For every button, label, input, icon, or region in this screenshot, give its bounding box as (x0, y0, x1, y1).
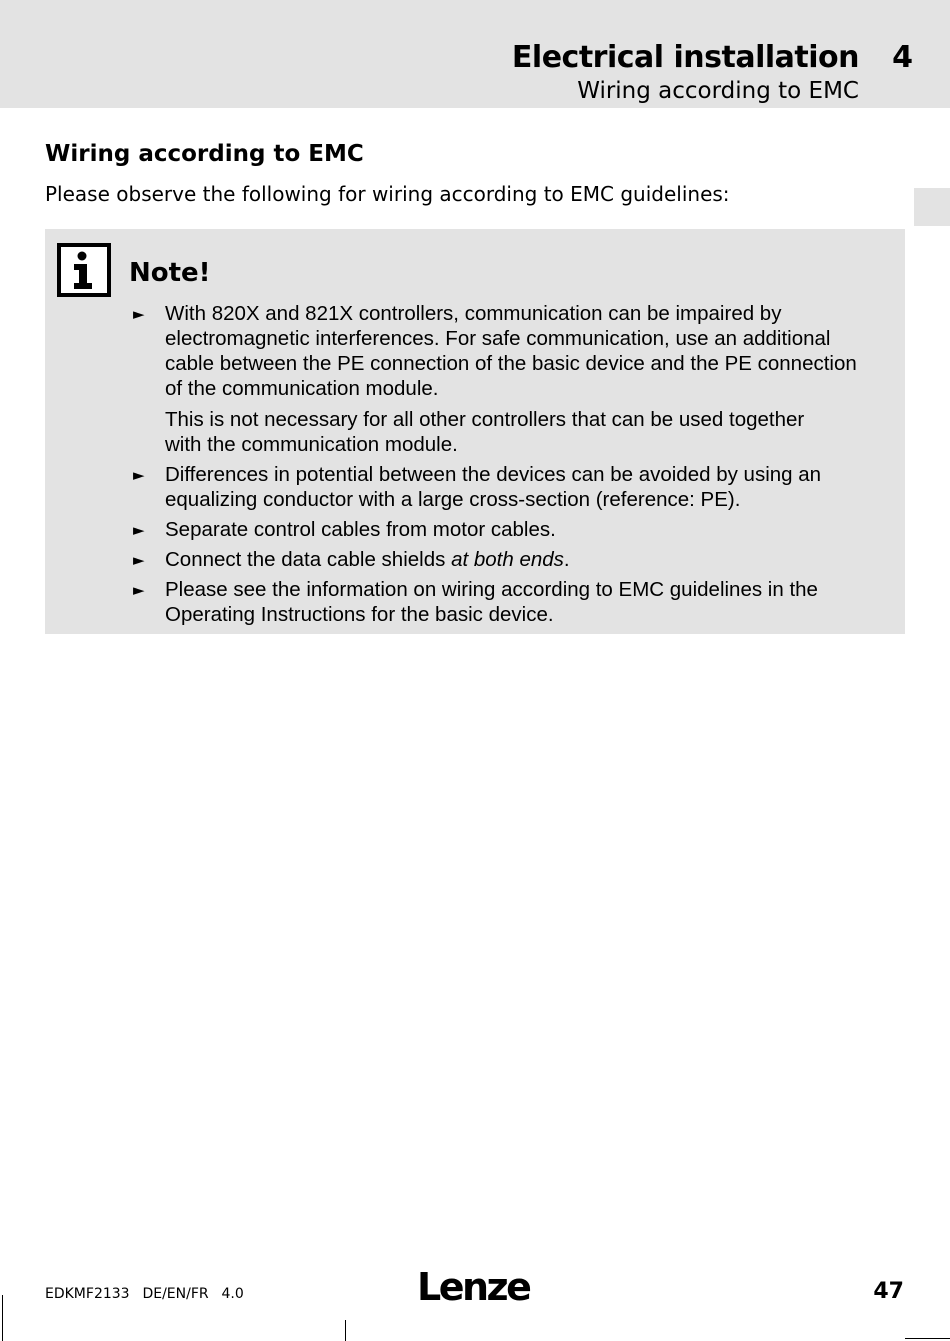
list-item (133, 517, 893, 542)
note-list (133, 301, 893, 632)
crop-mark (2, 1295, 3, 1341)
crop-mark (345, 1320, 346, 1341)
bullet-arrow-icon: ► (133, 521, 145, 539)
lenze-logo: Lenze (417, 1265, 530, 1309)
list-item-text: Please see the information on wiring according to EMC guidelines in the Operating Instructions for the basic device. (165, 578, 818, 626)
list-item-text (165, 547, 893, 572)
list-item-text-end: . (563, 548, 570, 571)
bullet-arrow-icon: ► (133, 305, 145, 323)
list-item-text: Differences in potential between the devices can be avoided by using an equalizing conductor with a large cross-section (reference: PE). (165, 463, 822, 511)
bullet-arrow-icon: ► (133, 581, 145, 599)
chapter-title: Electrical installation (511, 40, 859, 75)
chapter-side-tab (914, 188, 950, 226)
chapter-subtitle: Wiring according to EMC (577, 78, 859, 104)
list-item (133, 462, 893, 512)
list-item-emphasis: at both ends (451, 548, 564, 571)
list-item-text-start: Connect the data cable shields (165, 548, 452, 571)
note-title: Note! (129, 258, 211, 288)
page-number: 47 (873, 1279, 904, 1304)
chapter-number: 4 (892, 40, 913, 75)
bullet-arrow-icon: ► (133, 466, 145, 484)
list-item (133, 547, 893, 572)
document-reference: EDKMF2133 DE/EN/FR 4.0 (45, 1286, 244, 1302)
intro-paragraph: Please observe the following for wiring according to EMC guidelines: (45, 182, 730, 206)
list-item-continuation: This is not necessary for all other controllers that can be used together with the communication module. (165, 408, 805, 456)
crop-mark (905, 1338, 950, 1339)
section-heading: Wiring according to EMC (45, 141, 364, 167)
list-item-text: Separate control cables from motor cables. (165, 518, 556, 541)
info-icon (57, 243, 111, 297)
bullet-arrow-icon: ► (133, 551, 145, 569)
list-item-text: With 820X and 821X controllers, communication can be impaired by electromagnetic interferences. For safe communication, use an additional cable between the PE connection of the basic device and the PE connection of the communication module. (165, 302, 857, 400)
list-item (133, 577, 893, 627)
note-box (45, 229, 905, 634)
list-item (133, 301, 893, 457)
